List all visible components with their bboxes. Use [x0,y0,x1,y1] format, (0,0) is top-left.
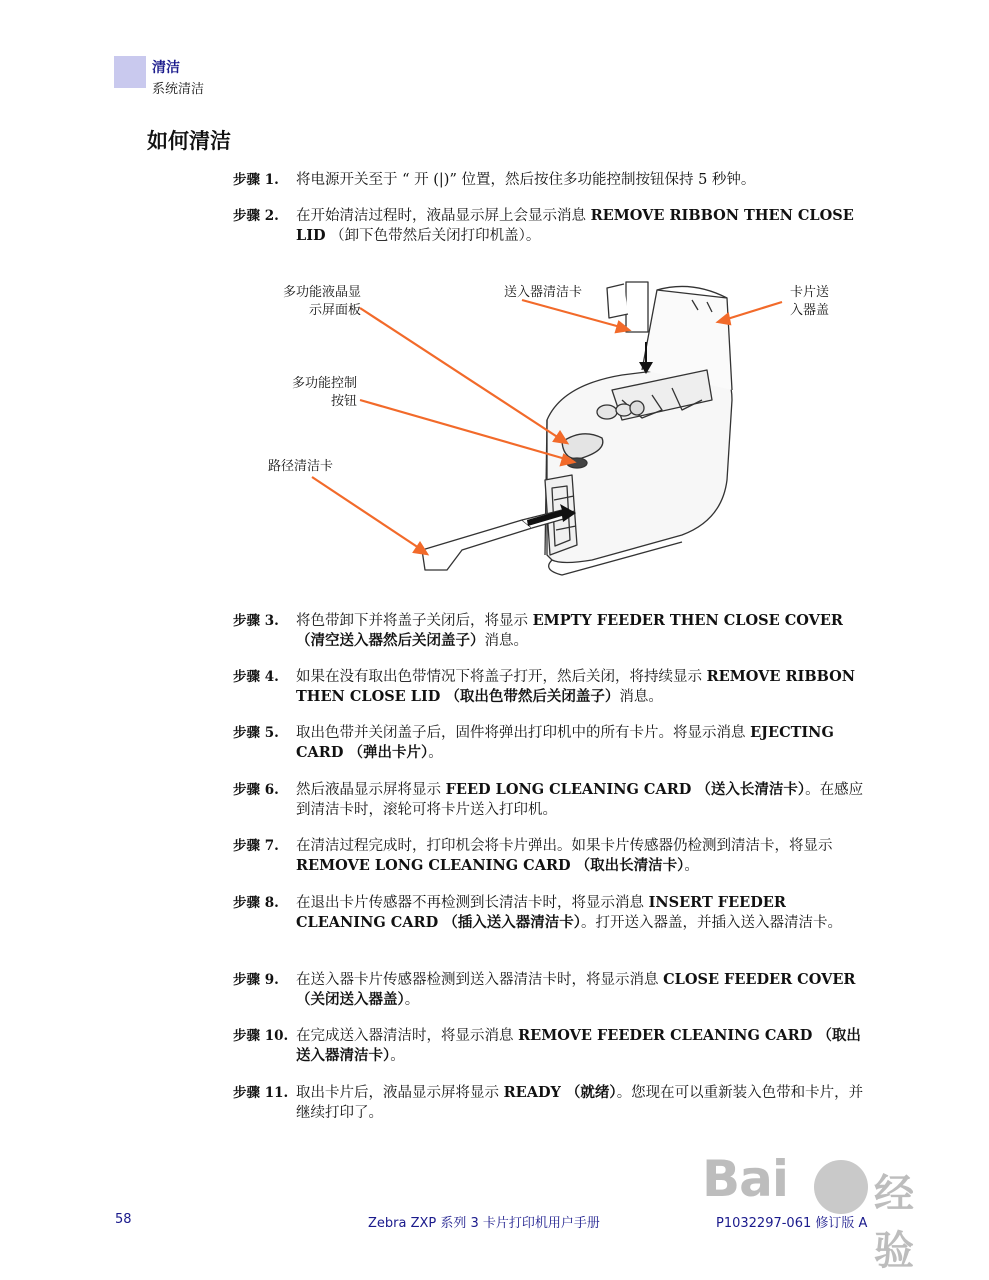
step-label: 步骤 8. [233,895,279,911]
step-label: 步骤 9. [233,972,279,988]
step-message: EMPTY FEEDER THEN CLOSE COVER （清空送入器然后关闭盖子） [296,612,843,649]
step-text [296,836,873,876]
step-message: REMOVE RIBBON THEN CLOSE LID [296,207,854,244]
step-text-run: 在开始清洁过程时，液晶显示屏上会显示消息 [296,208,591,224]
step-message: CLOSE FEEDER COVER （关闭送入器盖） [296,971,856,1008]
step-9 [233,970,873,1010]
callout-feeder-card: 送入器清洁卡 [504,285,583,300]
step-text-run: 消息。 [619,689,663,705]
step-label: 步骤 2. [233,208,279,224]
feeder-cleaning-card-shape [626,282,648,332]
step-text-run: 。 [428,745,443,761]
header-color-block [114,56,146,88]
step-text-run: 。 [404,992,420,1008]
step-text [296,667,873,707]
step-label: 步骤 11. [233,1085,289,1101]
arrow-path-card [312,477,422,550]
step-text [296,723,873,763]
printer-cleaning-diagram [262,270,862,600]
step-text-run: 将电源开关至于 “ 开 (|)” 位置，然后按住多功能控制按钮保持 5 秒钟。 [296,172,756,188]
step-text-run: 然后液晶显示屏将显示 [296,782,446,798]
step-5 [233,723,873,763]
step-text-run: 取出色带并关闭盖子后，固件将弹出打印机中的所有卡片。将显示消息 [296,725,751,741]
step-6 [233,780,873,820]
step-7 [233,836,873,876]
step-text-run: 如果在没有取出色带情况下将盖子打开，然后关闭，将持续显示 [296,669,707,685]
step-text [296,611,873,651]
step-message: INSERT FEEDER CLEANING CARD （插入送入器清洁卡） [296,894,786,931]
watermark-logo-text: Bai [702,1150,788,1208]
step-text-run: 在完成送入器清洁时，将显示消息 [296,1028,519,1044]
step-text-run: （卸下色带然后关闭打印机盖）。 [325,228,541,244]
step-label: 步骤 10. [233,1028,289,1044]
step-text [296,780,873,820]
step-text [296,206,873,246]
section-title: 如何清洁 [147,129,231,153]
step-text [296,1026,873,1066]
step-2 [233,206,873,246]
step-text [296,170,873,190]
page-number: 58 [115,1212,132,1227]
step-4 [233,667,873,707]
step-text-run: 在送入器卡片传感器检测到送入器清洁卡时，将显示消息 [296,972,664,988]
arrow-feeder-cover [724,302,782,320]
path-cleaning-card-shape [422,520,532,570]
step-text-run: 。您现在可以重新装入色带和卡片，并继续打印了。 [296,1085,864,1121]
step-text-run: 在退出卡片传感器不再检测到长清洁卡时，将显示消息 [296,895,649,911]
step-message: EJECTING CARD （弹出卡片） [296,724,834,761]
step-text-run: 。 [684,858,699,874]
step-message: REMOVE RIBBON THEN CLOSE LID （取出色带然后关闭盖子） [296,668,855,705]
step-3 [233,611,873,651]
arrow-lcd-panel [360,308,562,440]
step-text-run: 在清洁过程完成时，打印机会将卡片弹出。如果卡片传感器仍检测到清洁卡，将显示 [296,838,833,854]
callout-feeder-cover: 卡片送 入器盖 [790,285,830,318]
chapter-subtitle: 系统清洁 [152,82,205,97]
step-message: REMOVE LONG CLEANING CARD （取出长清洁卡） [296,857,685,874]
step-label: 步骤 1. [233,172,279,188]
step-text [296,893,873,933]
step-label: 步骤 3. [233,613,279,629]
step-message: READY （就绪） [503,1084,617,1101]
manual-title: Zebra ZXP 系列 3 卡片打印机用户手册 [368,1216,600,1231]
watermark-cn-text: 经验 [874,1171,914,1274]
step-label: 步骤 7. [233,838,279,854]
callout-control-button: 多功能控制 按钮 [291,376,357,409]
step-10 [233,1026,873,1066]
document-id: P1032297-061 修订版 A [716,1216,868,1231]
step-11 [233,1083,873,1123]
step-text-run: 。 [390,1048,405,1064]
step-message: REMOVE FEEDER CLEANING CARD （取出送入器清洁卡） [296,1027,861,1064]
step-label: 步骤 6. [233,782,279,798]
arrow-control-button [360,400,569,460]
step-1 [233,170,873,190]
step-text-run: 将色带卸下并将盖子关闭后，将显示 [296,613,533,629]
step-text-run: 取出卡片后，液晶显示屏将显示 [296,1085,504,1101]
step-text [296,1083,873,1123]
paw-icon [814,1160,868,1214]
step-message: FEED LONG CLEANING CARD （送入长清洁卡） [445,781,806,798]
step-text [296,970,873,1010]
chapter-title: 清洁 [152,60,180,76]
step-label: 步骤 4. [233,669,279,685]
step-label: 步骤 5. [233,725,279,741]
callout-lcd-panel: 多功能液晶显 示屏面板 [282,285,361,318]
step-text-run: 。在感应到清洁卡时，滚轮可将卡片送入打印机。 [296,782,864,818]
step-text-run: 。打开送入器盖，并插入送入器清洁卡。 [580,915,842,931]
step-8 [233,893,873,933]
callout-path-card: 路径清洁卡 [268,459,334,474]
step-text-run: 消息。 [484,633,528,649]
